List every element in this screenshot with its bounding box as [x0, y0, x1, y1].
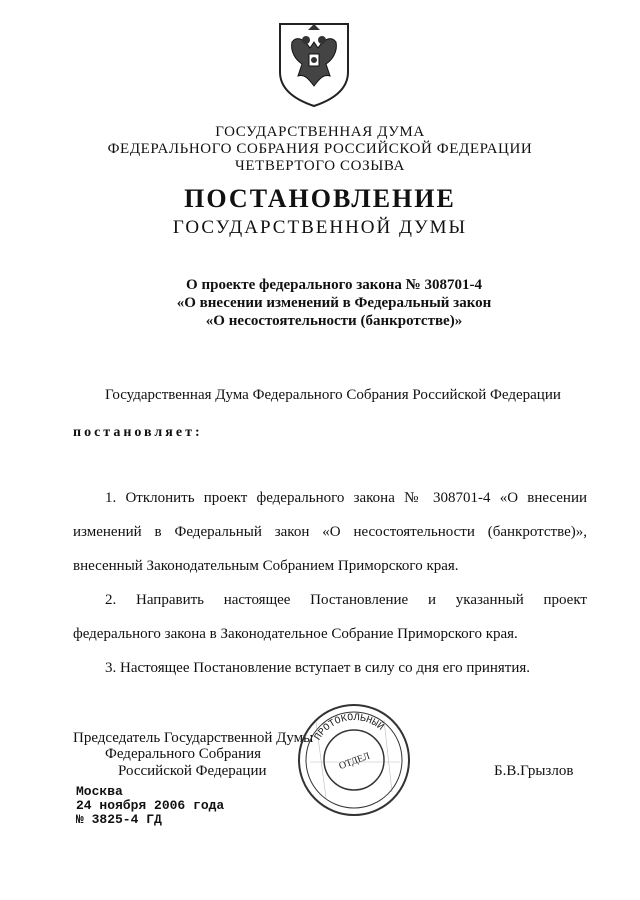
item-1-line-1: 1. Отклонить проект федерального закона № 308701-4 «О внесении [105, 490, 587, 506]
item-2-line-1: 2. Направить настоящее Постановление и указанный проект [105, 592, 587, 608]
item-2-line-2: федерального закона в Законодательное Собрание Приморского края. [73, 626, 518, 642]
preamble-text: Государственная Дума Федерального Собрания Российской Федерации [105, 387, 561, 403]
footer-number: № 3825-4 ГД [76, 812, 162, 827]
subject-line-1: О проекте федерального закона № 308701-4 [186, 277, 482, 293]
item-1-line-2: изменений в Федеральный закон «О несостоятельности (банкротстве)», [73, 524, 587, 540]
subject-line-2: «О внесении изменений в Федеральный закон [176, 295, 492, 311]
header-line-1: ГОСУДАРСТВЕННАЯ ДУМА [215, 124, 425, 140]
footer-date: 24 ноября 2006 года [76, 798, 225, 813]
signature-role-3: Российской Федерации [118, 763, 267, 779]
stamp-center-text: ОТДЕЛ [337, 750, 372, 773]
item-3: 3. Настоящее Постановление вступает в силу со дня его принятия. [105, 660, 531, 676]
item-1-line-3: внесенный Законодательным Собранием Приморского края. [73, 558, 459, 574]
header-line-3: ЧЕТВЕРТОГО СОЗЫВА [235, 158, 405, 174]
protocol-department-stamp [296, 702, 412, 818]
footer-city: Москва [76, 784, 123, 799]
document-subtitle: ГОСУДАРСТВЕННОЙ ДУМЫ [172, 217, 468, 238]
coat-of-arms-emblem [276, 20, 352, 108]
preamble-verb: постановляет: [73, 425, 203, 440]
stamp-ring-text: ПРОТОКОЛЬНЫЙ [312, 712, 386, 743]
subject-line-3: «О несостоятельности (банкротстве)» [205, 313, 463, 329]
signature-role-1: Председатель Государственной Думы [73, 730, 314, 746]
document-title: ПОСТАНОВЛЕНИЕ [184, 184, 456, 213]
signatory-name: Б.В.Грызлов [494, 763, 574, 779]
header-line-2: ФЕДЕРАЛЬНОГО СОБРАНИЯ РОССИЙСКОЙ ФЕДЕРАЦИИ [107, 141, 533, 157]
signature-role-2: Федерального Собрания [105, 746, 262, 762]
